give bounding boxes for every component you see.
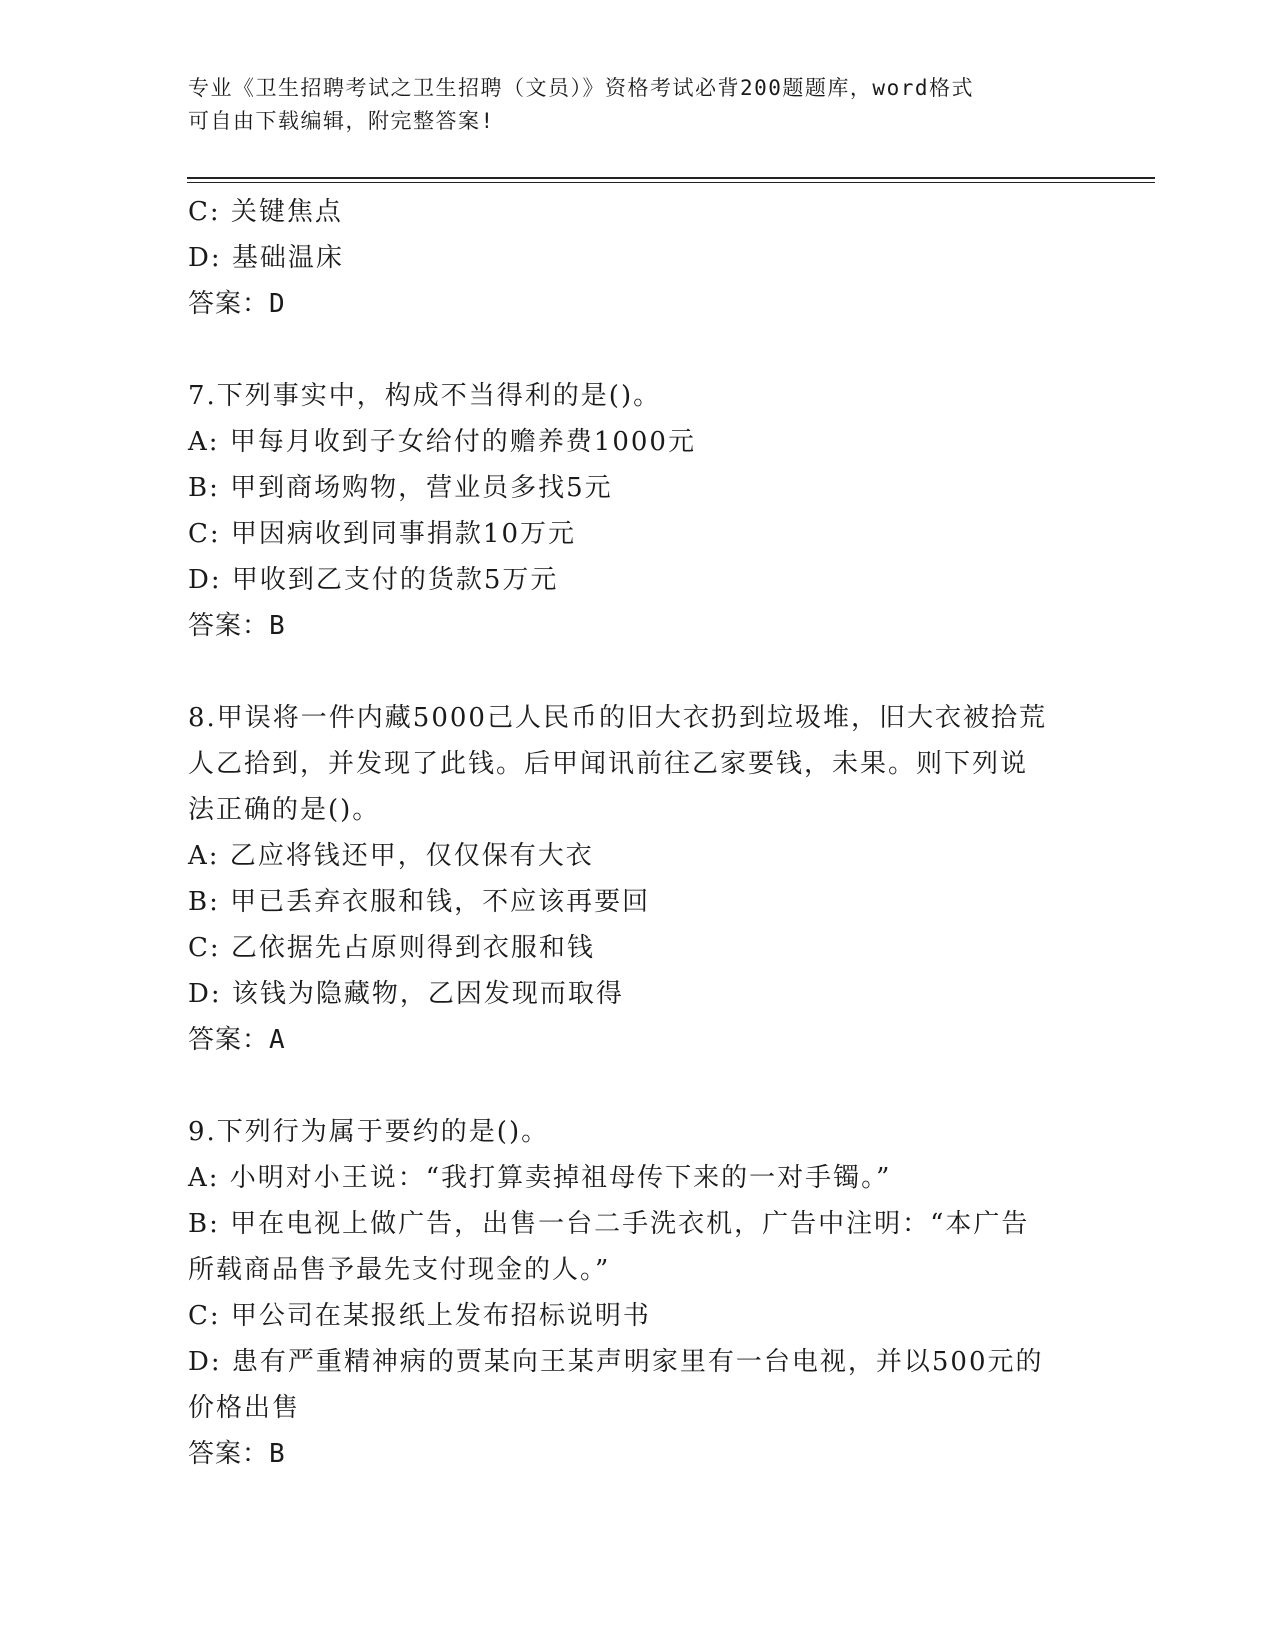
question-9 bbox=[188, 1109, 1088, 1477]
question-stem: 9.下列行为属于要约的是()。 bbox=[188, 1117, 550, 1147]
option-b: B: 甲到商场购物，营业员多找5元 bbox=[188, 473, 613, 503]
answer: 答案：A bbox=[188, 1025, 286, 1055]
option-c: C: 乙依据先占原则得到衣服和钱 bbox=[188, 933, 595, 963]
option-c: C: 关键焦点 bbox=[188, 197, 343, 227]
option-d: D: 患有严重精神病的贾某向王某声明家里有一台电视，并以500元的 bbox=[188, 1347, 1044, 1377]
spacer bbox=[188, 649, 1088, 695]
question-stem: 7.下列事实中，构成不当得利的是()。 bbox=[188, 381, 662, 411]
answer: 答案：D bbox=[188, 289, 286, 319]
option-c: C: 甲公司在某报纸上发布招标说明书 bbox=[188, 1301, 651, 1331]
option-a: A: 乙应将钱还甲，仅仅保有大衣 bbox=[188, 841, 594, 871]
answer: 答案：B bbox=[188, 611, 286, 641]
header-line-1: 专业《卫生招聘考试之卫生招聘（文员）》资格考试必背200题题库，word格式 bbox=[188, 76, 974, 100]
option-b: B: 甲在电视上做广告，出售一台二手洗衣机，广告中注明：“本广告 bbox=[188, 1209, 1030, 1239]
document-body bbox=[188, 189, 1088, 1477]
header-rule-thin bbox=[187, 182, 1155, 183]
option-d: D: 该钱为隐藏物，乙因发现而取得 bbox=[188, 979, 624, 1009]
option-c: C: 甲因病收到同事捐款10万元 bbox=[188, 519, 577, 549]
page-header bbox=[188, 72, 1088, 138]
answer: 答案：B bbox=[188, 1439, 286, 1469]
question-8 bbox=[188, 695, 1088, 1063]
question-stem-line: 法正确的是()。 bbox=[188, 795, 381, 825]
option-d-continued: 价格出售 bbox=[188, 1393, 301, 1423]
spacer bbox=[188, 327, 1088, 373]
option-a: A: 小明对小王说：“我打算卖掉祖母传下来的一对手镯。” bbox=[188, 1163, 892, 1193]
header-rule-thick bbox=[187, 177, 1155, 179]
question-7 bbox=[188, 373, 1088, 649]
option-d: D: 甲收到乙支付的货款5万元 bbox=[188, 565, 559, 595]
option-b-continued: 所载商品售予最先支付现金的人。” bbox=[188, 1255, 611, 1285]
prev-question bbox=[188, 189, 1088, 327]
option-a: A: 甲每月收到子女给付的赡养费1000元 bbox=[188, 427, 696, 457]
header-line-2: 可自由下载编辑，附完整答案! bbox=[188, 109, 495, 133]
question-stem-line: 人乙拾到，并发现了此钱。后甲闻讯前往乙家要钱，未果。则下列说 bbox=[188, 749, 1029, 779]
question-stem-line: 8.甲误将一件内藏5000己人民币的旧大衣扔到垃圾堆，旧大衣被拾荒 bbox=[188, 703, 1047, 733]
spacer bbox=[188, 1063, 1088, 1109]
option-d: D: 基础温床 bbox=[188, 243, 344, 273]
option-b: B: 甲已丢弃衣服和钱，不应该再要回 bbox=[188, 887, 651, 917]
